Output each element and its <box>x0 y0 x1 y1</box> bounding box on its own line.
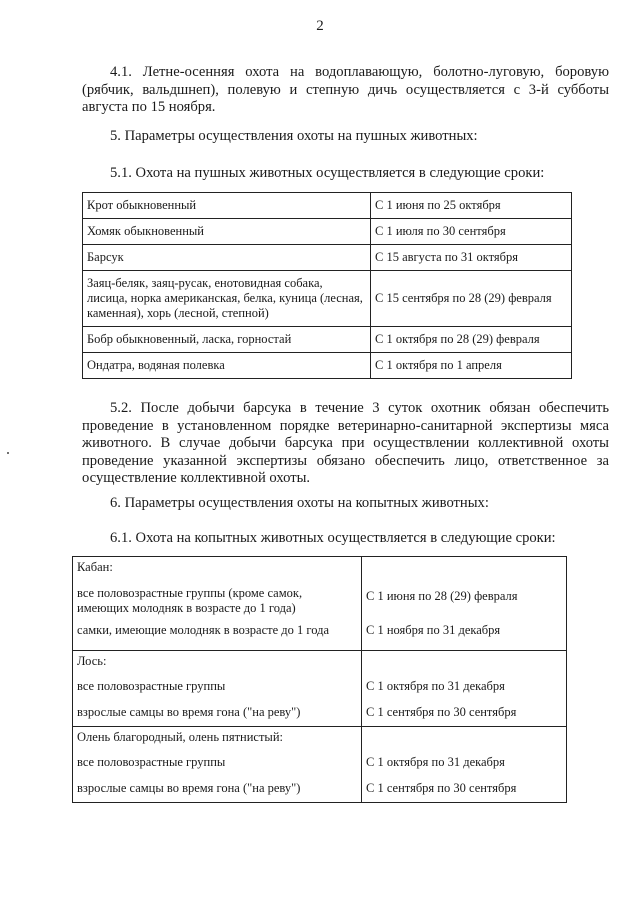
ungulates-table <box>72 556 567 803</box>
deer-title: Олень благородный, олень пятнистый: <box>77 730 283 744</box>
period-text: С 1 сентября по 30 сентября <box>366 705 517 719</box>
animal-cell: Хомяк обыкновенный <box>83 219 371 245</box>
fur-animals-table <box>82 192 572 379</box>
period-text: С 1 сентября по 30 сентября <box>366 781 517 795</box>
deer-cell <box>73 727 362 803</box>
period-cell: С 1 октября по 28 (29) февраля <box>371 327 572 353</box>
period-text: С 1 июня по 28 (29) февраля <box>366 588 518 603</box>
section-6-1-heading: 6.1. Охота на копытных животных осуществляется в следующие сроки: <box>110 530 556 546</box>
period-cell: С 15 августа по 31 октября <box>371 245 572 271</box>
age-group-text: все половозрастные группы <box>77 679 226 693</box>
period-text: С 1 ноября по 31 декабря <box>366 623 501 637</box>
table-row <box>83 245 572 271</box>
animal-cell: Крот обыкновенный <box>83 193 371 219</box>
paragraph-4-1: 4.1. Летне-осенняя охота на водоплавающую, болотно-луговую, боровую (рябчик, вальдшнеп), полевую и степную дичь осуществляется с 3-й субботы августа по 15 ноября. <box>82 64 609 115</box>
table-row <box>83 327 572 353</box>
table-row <box>83 353 572 379</box>
table-row <box>73 651 567 727</box>
paragraph-5-2: 5.2. После добычи барсука в течение 3 суток охотник обязан обеспечить проведение в установленном порядке ветеринарно-санитарной экспертизы мяса животного. В случае добычи барсука при осуществлении коллективной охоты проведение указанной экспертизы обязано обеспечить лицо, ответственное за осуществление коллективной охоты. <box>82 400 609 486</box>
animal-cell: Барсук <box>83 245 371 271</box>
age-group-text: взрослые самцы во время гона ("на реву") <box>77 705 301 719</box>
table-row <box>73 727 567 803</box>
animal-cell: Заяц-беляк, заяц-русак, енотовидная собака, лисица, норка американская, белка, куница (лесная, каменная), хорь (лесной, степной) <box>83 271 371 327</box>
boar-title: Кабан: <box>77 560 113 574</box>
section-5-heading: 5. Параметры осуществления охоты на пушных животных: <box>110 128 478 144</box>
age-group-text: самки, имеющие молодняк в возрасте до 1 года <box>77 623 330 637</box>
moose-cell <box>73 651 362 727</box>
period-cell: С 1 октября по 1 апреля <box>371 353 572 379</box>
deer-periods-cell <box>362 727 567 803</box>
page-number: 2 <box>316 18 324 34</box>
table-row <box>83 271 572 327</box>
period-text: С 1 октября по 31 декабря <box>366 679 505 693</box>
period-cell: С 1 июля по 30 сентября <box>371 219 572 245</box>
age-group-text: все половозрастные группы <box>77 755 226 769</box>
table-row <box>83 193 572 219</box>
moose-periods-cell <box>362 651 567 727</box>
scan-speck <box>7 452 9 454</box>
age-group-text: все половозрастные группы (кроме самок, имеющих молодняк в возрасте до 1 года) <box>77 586 303 615</box>
animal-cell: Ондатра, водяная полевка <box>83 353 371 379</box>
section-5-1-heading: 5.1. Охота на пушных животных осуществляется в следующие сроки: <box>110 165 545 181</box>
period-cell: С 15 сентября по 28 (29) февраля <box>371 271 572 327</box>
boar-cell <box>73 557 362 651</box>
section-6-heading: 6. Параметры осуществления охоты на копытных животных: <box>110 495 489 511</box>
boar-periods-cell <box>362 557 567 651</box>
moose-title: Лось: <box>77 654 107 668</box>
period-text: С 1 октября по 31 декабря <box>366 755 505 769</box>
table-row <box>73 557 567 651</box>
period-cell: С 1 июня по 25 октября <box>371 193 572 219</box>
animal-cell: Бобр обыкновенный, ласка, горностай <box>83 327 371 353</box>
table-row <box>83 219 572 245</box>
age-group-text: взрослые самцы во время гона ("на реву") <box>77 781 301 795</box>
